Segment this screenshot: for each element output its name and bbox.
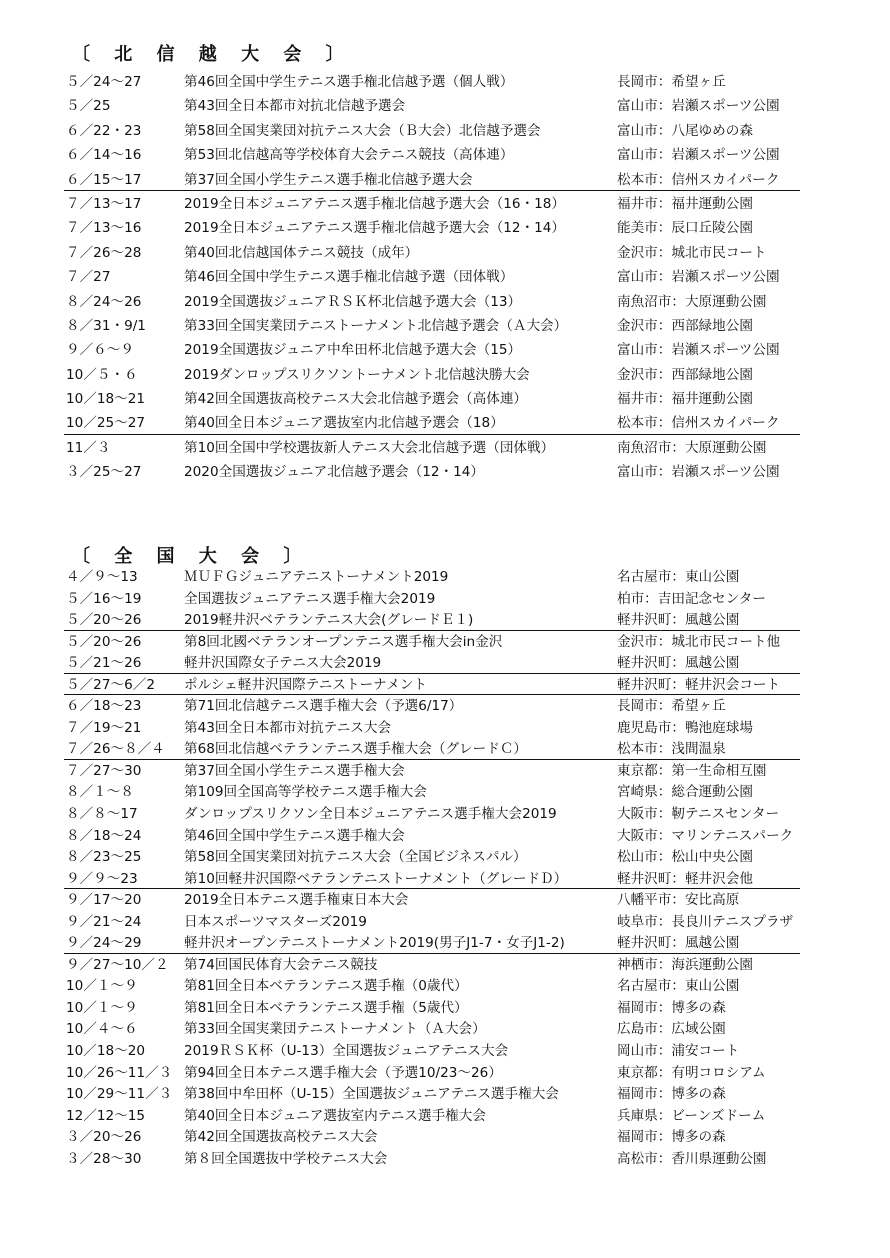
event-name: 第68回北信越ベテランテニス選手権大会（グレードＣ）: [184, 741, 528, 758]
event-date: ４／９～13: [66, 569, 138, 585]
event-name: 軽井沢オープンテニストーナメント2019(男子J1-7・女子J1-2): [184, 935, 565, 952]
event-date: ５／16～19: [66, 590, 142, 607]
event-venue: 高松市：香川県運動公園: [617, 1150, 767, 1167]
event-venue: 福井市：福井運動公園: [617, 195, 753, 212]
event-venue: 鹿児島市：鴨池庭球場: [617, 719, 753, 736]
schedule-row: [0, 70, 890, 94]
event-name: 第94回全日本テニス選手権大会（予選10/23～26）: [184, 1064, 502, 1081]
event-name: 2019全国選抜ジュニアＲＳＫ杯北信越予選大会（13）: [184, 293, 522, 310]
event-venue: 金沢市：城北市民コート: [617, 244, 767, 261]
event-name: 第53回北信越高等学校体育大会テニス競技（高体連）: [184, 147, 514, 164]
event-date: ９／９～23: [66, 870, 138, 887]
event-date: 10／25～27: [66, 415, 146, 432]
event-date: ９／17～20: [66, 892, 142, 909]
event-venue: 富山市：岩瀬スポーツ公園: [617, 269, 780, 286]
schedule-row: [0, 718, 890, 740]
event-venue: 長岡市：希望ヶ丘: [617, 74, 726, 90]
event-venue: 南魚沼市：大原運動公園: [617, 439, 767, 456]
event-date: ８／１～８: [66, 784, 134, 801]
schedule-row: [0, 976, 890, 998]
schedule-row: [0, 241, 890, 265]
event-venue: 名古屋市：東山公園: [617, 569, 740, 585]
event-name: 2019ＲＳＫ杯（U-13）全国選抜ジュニアテニス大会: [184, 1043, 509, 1060]
event-date: ７／27: [66, 269, 111, 286]
event-venue: 能美市：辰口丘陵公園: [617, 220, 753, 237]
schedule-row: [0, 290, 890, 314]
event-name: ポルシェ軽井沢国際テニストーナメント: [184, 676, 427, 693]
event-venue: 神栖市：海浜運動公園: [617, 956, 753, 973]
event-venue: 福岡市：博多の森: [617, 1129, 726, 1146]
event-name: 2019ダンロップスリクソントーナメント北信越決勝大会: [184, 366, 530, 383]
event-name: 第74回国民体育大会テニス競技: [184, 956, 378, 973]
schedule-row: [0, 912, 890, 934]
schedule-row: [0, 955, 890, 977]
schedule-row: [0, 192, 890, 216]
schedule-row: [0, 567, 890, 589]
event-date: ８／24～26: [66, 293, 142, 310]
event-name: 2019軽井沢ベテランテニス大会(グレードＥ１): [184, 612, 474, 629]
event-date: ９／21～24: [66, 913, 142, 930]
schedule-row: [0, 460, 890, 484]
event-date: ５／21～26: [66, 655, 142, 672]
event-date: ７／13～16: [66, 220, 142, 237]
event-date: ３／25～27: [66, 464, 142, 481]
event-venue: 大阪市：靭テニスセンター: [617, 806, 780, 823]
event-name: 第46回全国中学生テニス選手権大会: [184, 827, 405, 844]
section-title: 〔 北 信 越 大 会 〕: [72, 44, 353, 65]
schedule-row: [0, 589, 890, 611]
schedule-row: [0, 363, 890, 387]
event-date: ６／22・23: [66, 122, 142, 139]
schedule-row: [0, 119, 890, 143]
schedule-row: [0, 1041, 890, 1063]
schedule-row: [0, 761, 890, 783]
event-date: 10／29～11／３: [66, 1086, 173, 1103]
event-name: 第37回全国小学生テニス選手権北信越予選大会: [184, 171, 473, 188]
event-name: 全国選抜ジュニアテニス選手権大会2019: [184, 590, 436, 607]
schedule-row: [0, 314, 890, 338]
event-name: 第46回全国中学生テニス選手権北信越予選（団体戦）: [184, 269, 514, 286]
event-name: 第37回全国小学生テニス選手権大会: [184, 762, 405, 779]
event-date: ５／25: [66, 98, 111, 115]
event-name: 2019全日本ジュニアテニス選手権北信越予選大会（16・18）: [184, 195, 566, 212]
event-date: ６／14～16: [66, 147, 142, 164]
event-venue: 軽井沢町：軽井沢会コート: [617, 676, 781, 693]
event-date: 10／５・６: [66, 366, 138, 383]
schedule-row: [0, 696, 890, 718]
schedule-row: [0, 933, 890, 955]
event-name: 第40回全日本ジュニア選抜室内テニス選手権大会: [184, 1107, 486, 1124]
schedule-row: [0, 847, 890, 869]
schedule-row: [0, 890, 890, 912]
schedule-row: [0, 168, 890, 192]
schedule-row: [0, 94, 890, 118]
event-venue: 八幡平市：安比高原: [617, 892, 740, 909]
event-venue: 松本市：信州スカイパーク: [617, 415, 780, 432]
schedule-row: [0, 1149, 890, 1171]
event-name: 2019全国選抜ジュニア中牟田杯北信越予選大会（15）: [184, 342, 522, 359]
event-name: 第81回全日本ベテランテニス選手権（0歳代）: [184, 978, 468, 995]
event-name: 第81回全日本ベテランテニス選手権（5歳代）: [184, 999, 468, 1016]
event-date: ５／24～27: [66, 74, 142, 90]
event-venue: 富山市：岩瀬スポーツ公園: [617, 147, 780, 164]
event-name: 第109回全国高等学校テニス選手権大会: [184, 784, 427, 801]
event-venue: 軽井沢町：風越公園: [617, 612, 740, 629]
schedule-row: [0, 782, 890, 804]
event-name: 第43回全日本都市対抗テニス大会: [184, 719, 392, 736]
event-venue: 富山市：八尾ゆめの森: [617, 122, 753, 139]
event-date: ８／23～25: [66, 849, 142, 866]
event-venue: 広島市：広域公園: [617, 1021, 726, 1038]
event-venue: 東京都：有明コロシアム: [617, 1064, 766, 1081]
schedule-row: [0, 998, 890, 1020]
event-date: ５／27～6／2: [66, 676, 155, 693]
event-name: 第38回中牟田杯（U-15）全国選抜ジュニアテニス選手権大会: [184, 1086, 559, 1103]
event-venue: 金沢市：城北市民コート他: [617, 633, 781, 650]
event-date: ５／20～26: [66, 612, 142, 629]
event-date: 12／12～15: [66, 1107, 146, 1124]
event-name: 2019全日本ジュニアテニス選手権北信越予選大会（12・14）: [184, 220, 566, 237]
event-venue: 南魚沼市：大原運動公園: [617, 293, 767, 310]
schedule-row: [0, 411, 890, 435]
event-venue: 富山市：岩瀬スポーツ公園: [617, 342, 780, 359]
schedule-row: [0, 265, 890, 289]
event-date: 10／１～９: [66, 978, 138, 995]
event-name: 第8回北國ベテランオープンテニス選手権大会in金沢: [184, 633, 503, 650]
event-date: ３／20～26: [66, 1129, 142, 1146]
event-date: ７／13～17: [66, 195, 142, 212]
schedule-row: [0, 739, 890, 761]
event-name: 第71回北信越テニス選手権大会（予選6/17）: [184, 698, 463, 715]
event-date: ７／26～８／４: [66, 741, 165, 758]
event-name: 第46回全国中学生テニス選手権北信越予選（個人戦）: [184, 74, 514, 90]
event-date: 10／26～11／３: [66, 1064, 173, 1081]
event-venue: 富山市：岩瀬スポーツ公園: [617, 464, 780, 481]
schedule-row: [0, 143, 890, 167]
event-venue: 富山市：岩瀬スポーツ公園: [617, 98, 780, 115]
event-venue: 兵庫県：ビーンズドーム: [617, 1107, 766, 1124]
schedule-row: [0, 1019, 890, 1041]
event-venue: 東京都：第一生命相互園: [617, 762, 767, 779]
event-name: 第42回全国選抜高校テニス大会: [184, 1129, 378, 1146]
event-name: 第33回全国実業団テニストーナメント北信越予選会（Ａ大会）: [184, 317, 568, 334]
schedule-row: [0, 216, 890, 240]
schedule-row: [0, 387, 890, 411]
schedule-list: [0, 567, 890, 1170]
event-venue: 岐阜市：長良川テニスプラザ: [617, 913, 794, 930]
event-venue: 大阪市：マリンテニスパーク: [617, 827, 794, 844]
event-venue: 松本市：信州スカイパーク: [617, 171, 780, 188]
schedule-row: [0, 675, 890, 697]
event-date: ６／18～23: [66, 698, 142, 715]
event-date: 10／18～20: [66, 1043, 146, 1060]
event-name: 第40回北信越国体テニス競技（成年）: [184, 244, 419, 261]
schedule-row: [0, 1127, 890, 1149]
schedule-row: [0, 653, 890, 675]
event-date: ３／28～30: [66, 1150, 142, 1167]
event-venue: 松本市：浅間温泉: [617, 741, 726, 758]
event-venue: 軽井沢町：風越公園: [617, 935, 740, 952]
event-date: ９／６～９: [66, 342, 134, 359]
event-name: 2019全日本テニス選手権東日本大会: [184, 892, 409, 909]
event-venue: 岡山市：浦安コート: [617, 1043, 740, 1060]
event-name: 第10回軽井沢国際ベテランテニストーナメント（グレードＤ）: [184, 870, 568, 887]
event-name: ダンロップスリクソン全日本ジュニアテニス選手権大会2019: [184, 806, 557, 823]
event-name: 第33回全国実業団テニストーナメント（Ａ大会）: [184, 1021, 486, 1038]
event-venue: 松山市：松山中央公園: [617, 849, 753, 866]
event-date: ８／31・9/1: [66, 317, 146, 334]
event-date: 10／１～９: [66, 999, 138, 1016]
event-date: ９／27～10／２: [66, 956, 169, 973]
event-date: ８／８～17: [66, 806, 138, 823]
schedule-row: [0, 1106, 890, 1128]
schedule-row: [0, 1063, 890, 1085]
schedule-row: [0, 869, 890, 891]
schedule-row: [0, 632, 890, 654]
event-date: 10／４～６: [66, 1021, 138, 1038]
event-name: 第58回全国実業団対抗テニス大会（全国ビジネスパル）: [184, 849, 527, 866]
event-name: 第42回全国選抜高校テニス大会北信越予選会（高体連）: [184, 391, 528, 408]
event-date: ７／19～21: [66, 719, 142, 736]
event-venue: 名古屋市：東山公園: [617, 978, 740, 995]
event-name: 第43回全日本都市対抗北信越予選会: [184, 98, 406, 115]
event-name: 第40回全日本ジュニア選抜室内北信越予選会（18）: [184, 415, 504, 432]
schedule-row: [0, 826, 890, 848]
event-date: ９／24～29: [66, 935, 142, 952]
event-date: ８／18～24: [66, 827, 142, 844]
section-title: 〔 全 国 大 会 〕: [72, 546, 311, 567]
event-date: 11／３: [66, 439, 111, 456]
schedule-list: [0, 70, 890, 485]
event-venue: 宮崎県：総合運動公園: [617, 784, 753, 801]
schedule-row: [0, 338, 890, 362]
event-name: 軽井沢国際女子テニス大会2019: [184, 655, 382, 672]
event-date: ７／27～30: [66, 762, 142, 779]
event-venue: 軽井沢町：軽井沢会他: [617, 870, 753, 887]
event-name: 日本スポーツマスターズ2019: [184, 913, 367, 930]
event-name: 第８回全国選抜中学校テニス大会: [184, 1150, 388, 1167]
schedule-row: [0, 1084, 890, 1106]
event-name: ＭＵＦＧジュニアテニストーナメント2019: [184, 569, 449, 585]
event-date: ７／26～28: [66, 244, 142, 261]
event-name: 2020全国選抜ジュニア北信越予選会（12・14）: [184, 464, 485, 481]
event-name: 第10回全国中学校選抜新人テニス大会北信越予選（団体戦）: [184, 439, 555, 456]
event-venue: 軽井沢町：風越公園: [617, 655, 740, 672]
event-venue: 福井市：福井運動公園: [617, 391, 753, 408]
schedule-row: [0, 804, 890, 826]
schedule-row: [0, 436, 890, 460]
schedule-row: [0, 610, 890, 632]
event-date: 10／18～21: [66, 391, 146, 408]
event-venue: 長岡市：希望ヶ丘: [617, 698, 726, 715]
event-date: ６／15～17: [66, 171, 142, 188]
event-date: ５／20～26: [66, 633, 142, 650]
event-venue: 金沢市：西部緑地公園: [617, 366, 753, 383]
event-venue: 柏市：吉田記念センター: [617, 590, 766, 607]
event-venue: 福岡市：博多の森: [617, 1086, 726, 1103]
event-name: 第58回全国実業団対抗テニス大会（Ｂ大会）北信越予選会: [184, 122, 541, 139]
event-venue: 金沢市：西部緑地公園: [617, 317, 753, 334]
event-venue: 福岡市：博多の森: [617, 999, 726, 1016]
